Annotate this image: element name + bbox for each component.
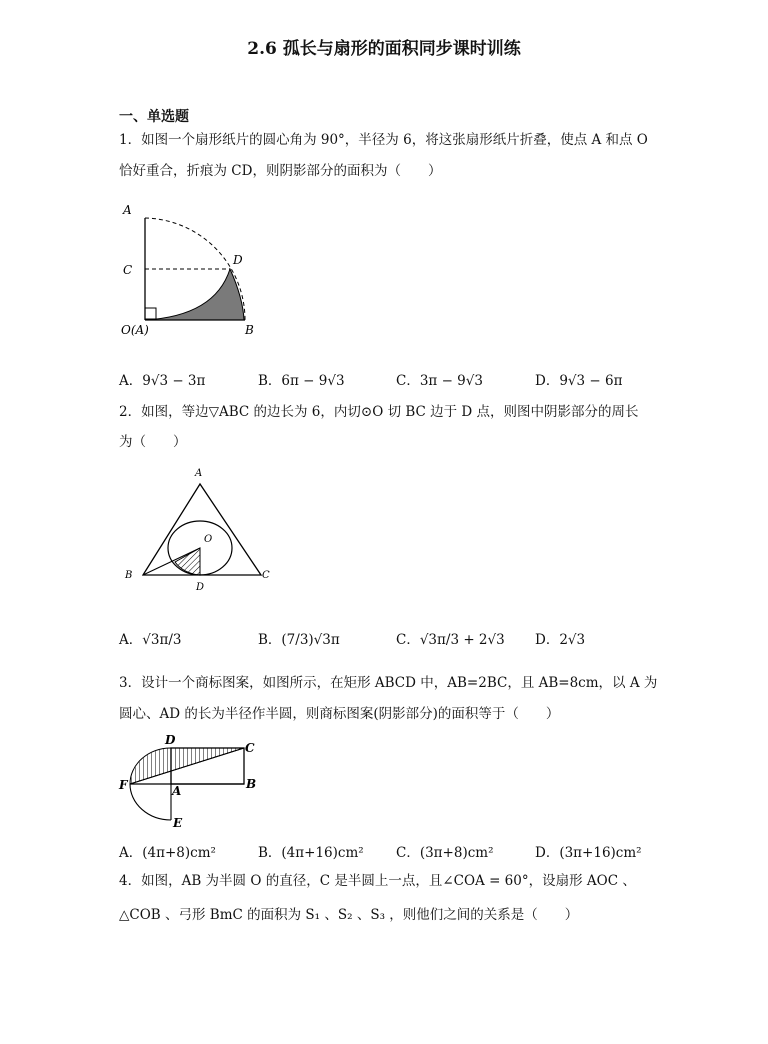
q3-label-e: E (173, 816, 183, 830)
q3-label-d: D (165, 733, 176, 747)
section-heading: 一、单选题 (119, 109, 189, 125)
q2-figure (115, 464, 280, 594)
page-title: 2.6 孤长与扇形的面积同步课时训练 (247, 39, 521, 59)
q3-option-c: C．(3π+8)cm² (396, 845, 494, 861)
q1-label-c: C (123, 263, 133, 277)
q2-option-c: C．√3π/3 + 2√3 (396, 632, 505, 648)
q3-figure (115, 732, 275, 832)
q3-text-line2: 圆心、AD 的长为半径作半圆，则商标图案(阴影部分)的面积等于（ ） (119, 706, 560, 722)
q3-label-b: B (246, 777, 257, 791)
q1-text-line1: 1．如图一个扇形纸片的圆心角为 90°，半径为 6，将这张扇形纸片折叠，使点 A 和点 O (119, 132, 648, 148)
q3-option-d: D．(3π+16)cm² (535, 845, 642, 861)
q3-option-b: B．(4π+16)cm² (258, 845, 364, 861)
q3-text-line1: 3．设计一个商标图案，如图所示，在矩形 ABCD 中，AB=2BC，且 AB=8cm，以 A 为 (119, 675, 658, 691)
q1-text-line2: 恰好重合，折痕为 CD，则阴影部分的面积为（ ） (119, 163, 442, 179)
q2-label-o: O (204, 534, 213, 545)
q3-label-c: C (245, 741, 255, 755)
q1-label-d: D (233, 253, 243, 267)
q2-option-d: D．2√3 (535, 632, 586, 648)
q2-text-line1: 2．如图，等边▽ABC 的边长为 6，内切⊙O 切 BC 边于 D 点，则图中阴影部分的周长 (119, 404, 639, 420)
q1-option-b: B．6π − 9√3 (258, 373, 345, 389)
q2-label-c: C (262, 570, 270, 581)
q2-option-b: B．(7/3)√3π (258, 632, 340, 648)
q1-option-c: C．3π − 9√3 (396, 373, 483, 389)
q2-text-line2: 为（ ） (119, 434, 187, 450)
q3-option-a: A．(4π+8)cm² (119, 845, 216, 861)
q1-label-o: O(A) (121, 323, 149, 337)
q1-label-b: B (245, 323, 254, 337)
q1-figure (115, 198, 275, 340)
q1-option-d: D．9√3 − 6π (535, 373, 623, 389)
q4-text-line1: 4．如图，AB 为半圆 O 的直径，C 是半圆上一点，且∠COA = 60°，设扇形 AOC 、 (119, 873, 636, 889)
q3-label-a: A (172, 784, 182, 798)
q1-shaded-region (145, 269, 244, 320)
q2-label-a: A (195, 468, 203, 479)
q4-text-line2: △COB 、弓形 BmC 的面积为 S₁ 、S₂ 、S₃ ，则他们之间的关系是（ ） (119, 907, 579, 923)
q2-option-a: A．√3π/3 (119, 632, 182, 648)
q2-shaded-region (175, 548, 200, 575)
q1-label-a: A (123, 203, 132, 217)
q1-option-a: A．9√3 − 3π (119, 373, 206, 389)
q3-label-f: F (119, 778, 128, 792)
q2-label-d: D (196, 582, 205, 593)
q2-label-b: B (125, 570, 133, 581)
